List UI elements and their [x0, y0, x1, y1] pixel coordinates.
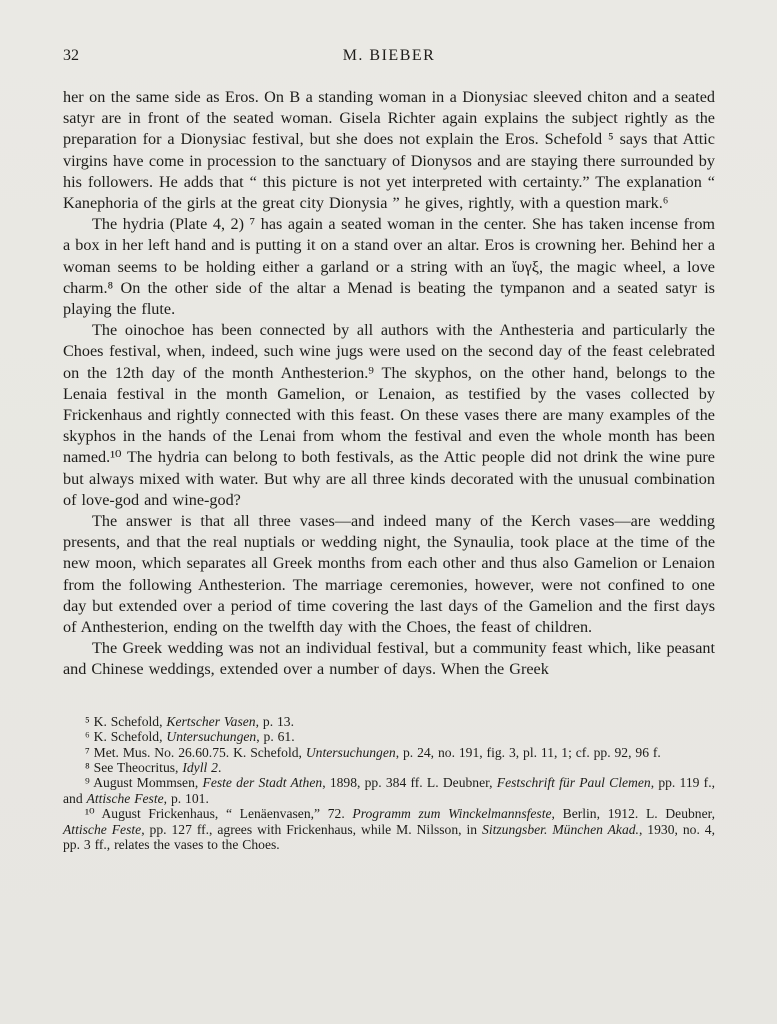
- footnote-text: ⁹ August Mommsen,: [85, 775, 203, 791]
- footnote: [63, 806, 715, 852]
- page-number: 32: [63, 47, 79, 64]
- footnote-text: , pp. 127 ff., agrees with Frickenhaus, while M. Nilsson, in: [141, 821, 483, 837]
- footnote-title-italic: Untersuchungen: [166, 729, 257, 745]
- paragraph: The answer is that all three vases—and indeed many of the Kerch vases—are wedding presents, and that the real nuptials or wedding night, the Synaulia, took place at the time of the new moon, which separates all Greek months from each other and thus also Gamelion or Lenaion from the following Anthesterion. The marriage ceremonies, however, were not confined to one day but extended over a period of time covering the last days of the Gamelion and the first days of Anthesterion, ending on the twelfth day with the Choes, the feast of children.: [63, 512, 715, 637]
- footnote-title-italic: Untersuchungen: [305, 744, 396, 760]
- footnote-title-italic: Festschrift für Paul Clemen: [496, 775, 651, 791]
- footnote-title-italic: Sitzungsber. München Akad.: [482, 821, 639, 837]
- paragraph: The Greek wedding was not an individual festival, but a community feast which, like peasant and Chinese weddings, extended over a number of days. When the Greek: [63, 639, 715, 679]
- paragraph: The hydria (Plate 4, 2) ⁷ has again a seated woman in the center. She has taken incense from a box in her left hand and is putting it on a stand over an altar. Eros is crowning her. Behind her a woman seems to be holding either a garland or a string with an ἴυγξ, the magic wheel, a love charm.⁸ On the other side of the altar a Menad is beating the tympanon and a seated satyr is playing the flute.: [63, 215, 715, 319]
- body-text: [63, 87, 715, 681]
- footnote-text: , p. 13.: [255, 713, 294, 729]
- footnote-text: ⁵ K. Schefold,: [85, 713, 167, 729]
- paragraph: her on the same side as Eros. On B a standing woman in a Dionysiac sleeved chiton and a seated satyr are in front of the seated woman. Gisela Richter again explains the subject rightly as the preparation for a Dionysiac festival, but she does not explain the Eros. Schefold ⁵ says that Attic virgins have come in procession to the sanctuary of Dionysos and are staying there surrounded by his followers. He adds that “ this picture is not yet interpreted with certainty.” The explanation “ Kanephoria of the girls at the great city Dionysia ” he gives, rightly, with a question mark.⁶: [63, 88, 715, 213]
- footnote-title-italic: Attische Feste: [63, 821, 142, 837]
- footnotes: [63, 714, 715, 853]
- page-header: [63, 47, 715, 67]
- footnote-text: , Berlin, 1912. L. Deubner,: [551, 806, 716, 822]
- footnote-text: ⁷ Met. Mus. No. 26.60.75. K. Schefold,: [85, 744, 306, 760]
- paragraph: The oinochoe has been connected by all authors with the Anthesteria and particularly the Choes festival, when, indeed, such wine jugs were used on the second day of the feast celebrated on the 12th day of the month Anthesterion.⁹ The skyphos, on the other hand, belongs to the Lenaia festival in the month Gamelion, or Lenaion, as testified by the vases collected by Frickenhaus and rightly connected with this feast. On these vases there are many examples of the skyphos in the hands of the Lenai from whom the festival and even the whole month has been named.¹⁰ The hydria can belong to both festivals, as the Attic people did not drink the wine pure but always mixed with water. But why are all three kinds decorated with the unusual combination of love-god and wine-god?: [63, 321, 715, 509]
- footnote-text: ¹⁰ August Frickenhaus, “ Lenäenvasen,” 72.: [85, 806, 353, 822]
- footnote: [63, 745, 715, 760]
- running-head: M. BIEBER: [342, 47, 436, 64]
- footnote-text: , p. 61.: [256, 729, 295, 745]
- footnote-text: , 1930, no. 4, pp. 3 ff., relates the vases to the Choes.: [63, 821, 715, 852]
- footnote-title-italic: Feste der Stadt Athen: [202, 775, 323, 791]
- footnote-text: , p. 101.: [163, 790, 209, 806]
- footnote-text: , p. 24, no. 191, fig. 3, pl. 11, 1; cf. pp. 92, 96 f.: [395, 744, 661, 760]
- footnote-text: , 1898, pp. 384 ff. L. Deubner,: [322, 775, 497, 791]
- footnote-title-italic: Idyll 2: [182, 759, 218, 775]
- footnote-text: ⁶ K. Schefold,: [85, 729, 167, 745]
- footnote-title-italic: Kertscher Vasen: [166, 713, 256, 729]
- footnote: [63, 714, 715, 729]
- footnote: [63, 760, 715, 775]
- footnote-text: , pp. 119 f., and: [63, 775, 715, 806]
- footnote-text: ⁸ See Theocritus,: [85, 759, 183, 775]
- footnote: [63, 775, 715, 806]
- footnote-text: .: [217, 759, 222, 775]
- footnote-title-italic: Programm zum Winckelmannsfeste: [352, 806, 552, 822]
- footnote-title-italic: Attische Feste: [86, 790, 164, 806]
- footnote: [63, 729, 715, 744]
